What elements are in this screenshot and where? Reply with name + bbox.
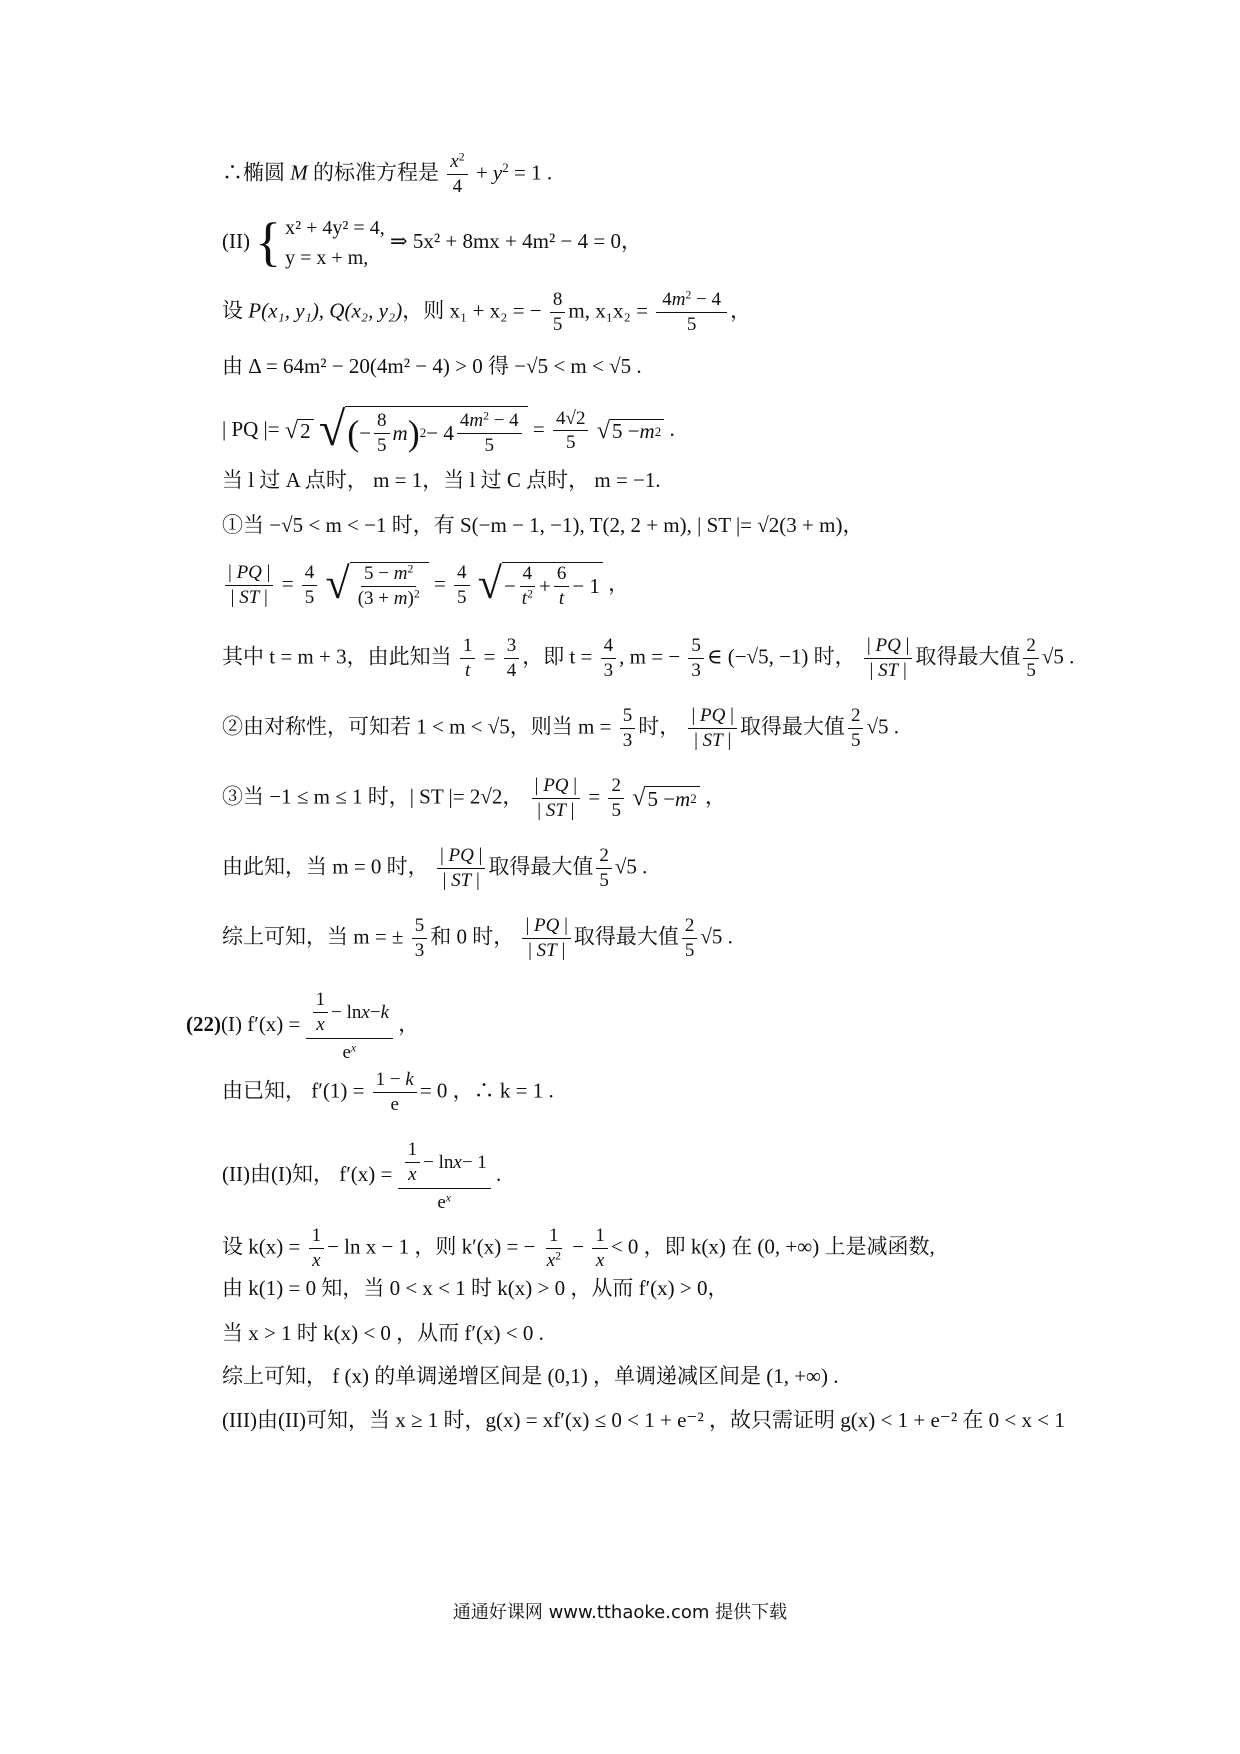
text: 当 l 过 A 点时， m = 1，当 l 过 C 点时， m = −1.: [222, 468, 661, 492]
pq-length-line: | PQ |= √ 2 √ ( − $\frac{8}{5}$ m ) 2 − 4 $\frac{4m^2 - 4}{5}$ = $\frac{4√2}{5}$ √ 5 − m 2 .: [222, 403, 675, 456]
max-case-1-line: 其中 t = m + 3，由此知当 $\frac{1}{t}$ = $\frac{3}{4}$ ，即 t = $\frac{4}{3}$ , m = − $\frac{5}{3}$ ∈ (−√5, −1) 时， $\frac{| PQ |}{| ST |}$ 取得最大值 $\frac{2}{5}$ √5 .: [222, 635, 1075, 681]
text: 的标准方程是: [307, 160, 445, 185]
max-case-3-line: 由此知，当 m = 0 时， $\frac{| PQ |}{| ST |}$ 取得最大值 $\frac{2}{5}$ √5 .: [222, 845, 648, 891]
part-label: (II): [222, 228, 250, 253]
text: 取得最大值: [915, 644, 1021, 669]
text: − ln x − 1 ，则 k′(x) = −: [327, 1234, 536, 1259]
text: m, x₁x₂ =: [568, 298, 648, 323]
fraction: $\frac{4}{5}$: [302, 563, 318, 608]
text: | PQ |=: [222, 416, 280, 441]
part-2-derivative-line: (II)由(I)知， f′(x) = $\frac{1}{x}$ − ln x − 1 $e^x$ .: [222, 1139, 502, 1213]
system-line: [222, 213, 642, 273]
ratio-line: $\frac{| PQ |}{| ST |}$ = $\frac{4}{5}$ √ $\frac{5 - m^2}{(3 + m)^2}$ = $\frac{4}{5}$ √ − $\frac{4}{t^2}$ + $\frac{6}{t}$ − 1 ，: [222, 562, 629, 609]
text: 综上可知， f (x) 的单调递增区间是 (0,1) ，单调递减区间是 (1, +∞) .: [222, 1364, 839, 1388]
fraction: $\frac{1}{t}$: [460, 636, 476, 681]
text: ，即 t =: [522, 644, 593, 669]
fraction: $\frac{| PQ |}{| ST |}$: [688, 706, 736, 751]
fraction: $\frac{2}{5}$: [682, 916, 698, 961]
fraction: $\frac{5}{3}$: [620, 706, 636, 751]
fraction: $\frac{8}{5}$: [550, 290, 566, 335]
text: 取得最大值: [488, 854, 594, 879]
text: 和 0 时，: [430, 924, 515, 949]
ellipse-equation-line: ∴椭圆 M 的标准方程是 $\frac{x^2}{4}$ + $y^2 = 1$ .: [222, 150, 553, 197]
text: ③当 −1 ≤ m ≤ 1 时，| ST |= 2√2，: [222, 784, 524, 809]
fraction: $\frac{1}{x^2}$: [546, 1225, 561, 1271]
fraction: $\frac{2}{5}$: [848, 706, 864, 751]
text: (I) f′(x) =: [221, 1011, 301, 1036]
text: M: [290, 160, 308, 185]
text: (II)由(I)知， f′(x) =: [222, 1161, 393, 1186]
m-values-line: [222, 470, 661, 491]
problem-22-line: (22)(I) f′(x) = $\frac{1}{x}$ − ln x − k $e^x$ ，: [186, 989, 420, 1063]
text: P(x₁, y₁), Q(x₂, y₂): [248, 298, 403, 323]
text: 设 k(x) =: [222, 1234, 301, 1259]
text: ⇒ 5x² + 8mx + 4m² − 4 = 0，: [389, 228, 642, 253]
fraction: $\frac{4}{3}$: [601, 636, 617, 681]
fraction: $\frac{4m^2 - 4}{5}$: [656, 290, 727, 335]
text: 由此知，当 m = 0 时，: [222, 854, 429, 879]
text: , m = −: [619, 644, 681, 669]
text: ①当 −√5 < m < −1 时，有 S(−m − 1, −1), T(2, 2 + m), | ST |= √2(3 + m)，: [222, 513, 864, 537]
fraction: $\frac{1 - k}{e}$: [373, 1070, 417, 1115]
text: 由 Δ = 64m² − 20(4m² − 4) > 0 得 −√5 < m < √5 .: [222, 354, 642, 378]
text: 时，: [638, 714, 681, 739]
text: = 0 ，∴ k = 1 .: [419, 1078, 554, 1103]
fraction: $\frac{5}{3}$: [688, 636, 704, 681]
fraction: $\frac{1}{x}$: [592, 1226, 608, 1271]
sqrt: √ $\frac{5 - m^2}{(3 + m)^2}$: [326, 562, 429, 609]
system-row: y = x + m,: [285, 247, 369, 269]
text: 综上可知，当 m = ±: [222, 924, 404, 949]
monotonic-line: [222, 1366, 839, 1387]
fraction: $\frac{1}{x}$ − ln x − k $e^x$: [306, 990, 393, 1062]
sign-line-1: [222, 1278, 729, 1299]
fraction: $\frac{5}{3}$: [412, 916, 428, 961]
fraction: $\frac{3}{4}$: [504, 636, 520, 681]
fraction: $\frac{4√2}{5}$: [553, 409, 588, 454]
text: ②由对称性，可知若 1 < m < √5，则当 m =: [222, 714, 612, 739]
case-1-line: [222, 515, 863, 536]
text: ∴椭圆: [222, 160, 291, 185]
sqrt: √ 5 − m 2: [632, 786, 700, 810]
system-row: x² + 4y² = 4,: [285, 217, 385, 239]
text: 当 x > 1 时 k(x) < 0 ，从而 f′(x) < 0 .: [222, 1321, 544, 1345]
fraction: $\frac{x^2}{4}$: [447, 152, 467, 197]
text: 其中 t = m + 3，由此知当: [222, 644, 452, 669]
text: 由 k(1) = 0 知，当 0 < x < 1 时 k(x) > 0 ，从而 f′(x) > 0，: [222, 1276, 729, 1300]
equation-system: { x² + 4y² = 4, y = x + m,: [255, 212, 385, 273]
vieta-line: 设 P(x₁, y₁), Q(x₂, y₂)，则 x₁ + x₂ = − $\frac{8}{5}$ m, x₁x₂ = $\frac{4m^2 - 4}{5}$ ，: [222, 288, 752, 335]
sqrt: √ − $\frac{4}{t^2}$ + $\frac{6}{t}$ − 1: [478, 562, 603, 609]
fraction: $\frac{| PQ |}{| ST |}$: [225, 563, 273, 608]
problem-number: (22): [186, 1011, 221, 1036]
text: ∈ (−√5, −1) 时，: [706, 644, 856, 669]
fraction: $\frac{1}{x}$ − ln x − 1 $e^x$: [398, 1140, 491, 1212]
part-3-line: [222, 1410, 1065, 1431]
fraction: $\frac{| PQ |}{| ST |}$: [437, 846, 485, 891]
discriminant-line: [222, 356, 642, 377]
text: (III)由(II)可知，当 x ≥ 1 时，g(x) = xf′(x) ≤ 0 < 1 + e⁻² ，故只需证明 g(x) < 1 + e⁻² 在 0 < x < 1: [222, 1408, 1065, 1432]
fraction: $\frac{2}{5}$: [596, 846, 612, 891]
fraction: $\frac{2}{5}$: [608, 776, 624, 821]
fraction: $\frac{| PQ |}{| ST |}$: [532, 776, 580, 821]
text: 取得最大值: [739, 714, 845, 739]
case-2-line: ②由对称性，可知若 1 < m < √5，则当 m = $\frac{5}{3}$ 时， $\frac{| PQ |}{| ST |}$ 取得最大值 $\frac{2}{5}$ √5 .: [222, 705, 899, 751]
fraction: $\frac{4}{5}$: [454, 563, 470, 608]
fraction: $\frac{| PQ |}{| ST |}$: [522, 916, 570, 961]
k-function-line: 设 k(x) = $\frac{1}{x}$ − ln x − 1 ，则 k′(x) = − $\frac{1}{x^2}$ − $\frac{1}{x}$ < 0 ，即 k(x) 在 (0, +∞) 上是减函数,: [222, 1225, 935, 1271]
footer-credit: 通通好课网 www.tthaoke.com 提供下载: [452, 1602, 788, 1623]
fraction: $\frac{| PQ |}{| ST |}$: [864, 636, 912, 681]
sqrt: √ ( − $\frac{8}{5}$ m ) 2 − 4 $\frac{4m^2 - 4}{5}$: [319, 406, 528, 456]
text: 取得最大值: [573, 924, 679, 949]
text: 由已知， f′(1) =: [222, 1078, 365, 1103]
text: 设: [222, 298, 249, 323]
text: < 0 ，即 k(x) 在 (0, +∞) 上是减函数,: [610, 1234, 935, 1259]
sqrt: √ 2: [285, 419, 314, 443]
sqrt: √ 5 − m 2: [597, 419, 665, 443]
conclusion-line: 综上可知，当 m = ± $\frac{5}{3}$ 和 0 时， $\frac{| PQ |}{| ST |}$ 取得最大值 $\frac{2}{5}$ √5 .: [222, 915, 733, 961]
derivative-at-1-line: [222, 1070, 554, 1115]
case-3-line: ③当 −1 ≤ m ≤ 1 时，| ST |= 2√2， $\frac{| PQ |}{| ST |}$ = $\frac{2}{5}$ √ 5 − m 2 ，: [222, 775, 726, 821]
fraction: $\frac{2}{5}$: [1023, 636, 1039, 681]
sign-line-2: [222, 1323, 544, 1344]
fraction: $\frac{1}{x}$: [309, 1226, 325, 1271]
text: ，则 x₁ + x₂ = −: [402, 298, 542, 323]
